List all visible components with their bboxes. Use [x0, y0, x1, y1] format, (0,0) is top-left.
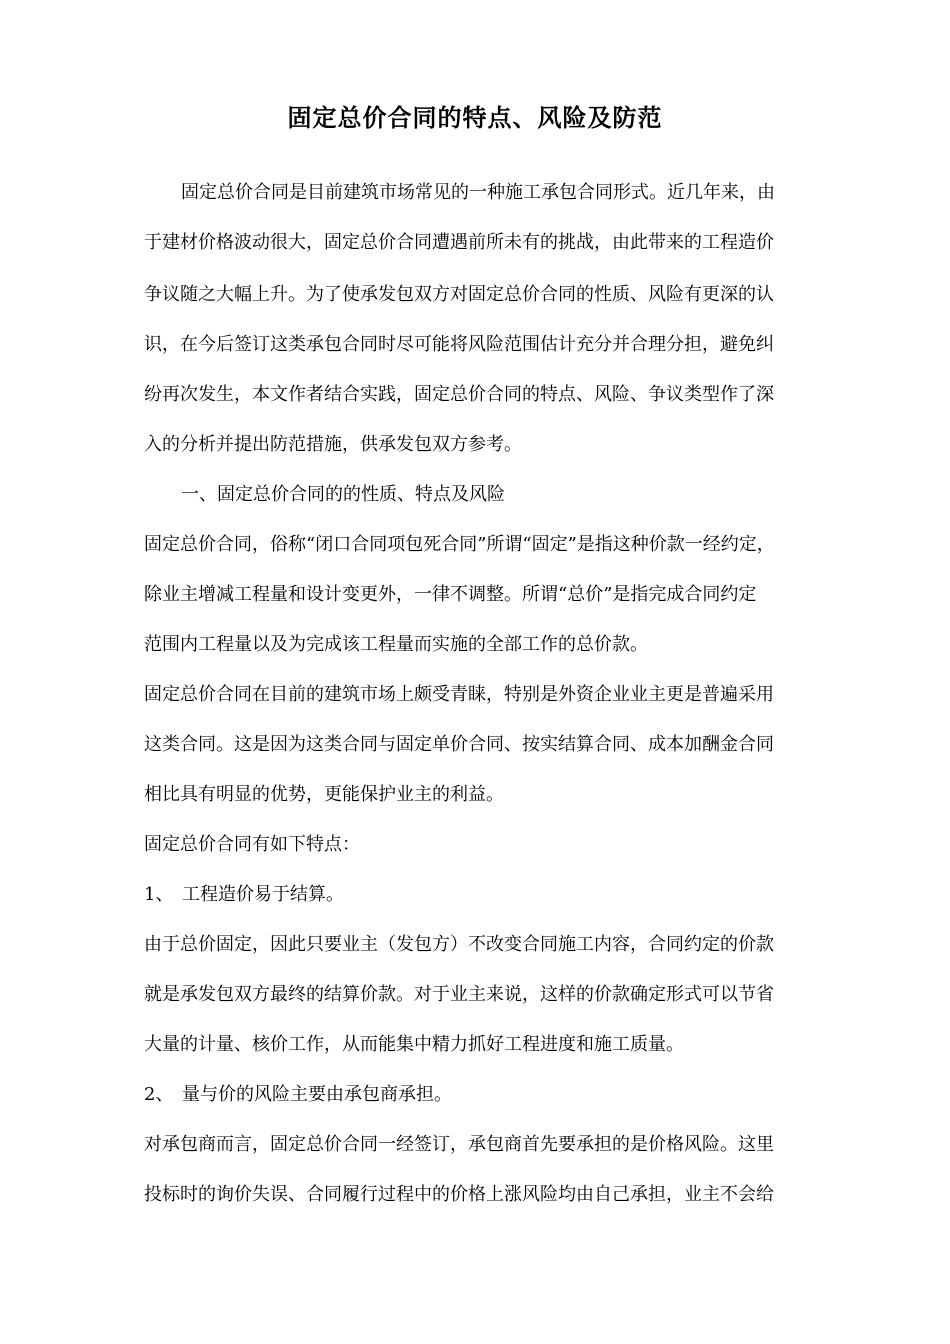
- list-item-1-text: 工程造价易于结算。: [182, 884, 344, 905]
- list-item-2-text: 量与价的风险主要由承包商承担。: [182, 1084, 452, 1105]
- intro-line-1: 固定总价合同是目前建筑市场常见的一种施工承包合同形式。近几年来，由: [181, 182, 775, 203]
- list-item-2: [144, 1080, 452, 1106]
- para1-line-1: 固定总价合同，俗称“闭口合同项包死合同”所谓“固定”是指这种价款一经约定，: [144, 534, 775, 555]
- list-item-1-number: 1、: [144, 884, 174, 905]
- para1-line-2: 除业主增减工程量和设计变更外，一律不调整。所谓“总价”是指完成合同约定: [144, 584, 757, 605]
- intro-line-6: 入的分析并提出防范措施，供承发包双方参考。: [144, 434, 522, 455]
- para2-line-1: 固定总价合同在目前的建筑市场上颇受青睐，特别是外资企业业主更是普遍采用: [144, 684, 774, 705]
- para4-line-3: 大量的计量、核价工作，从而能集中精力抓好工程进度和施工质量。: [144, 1034, 684, 1055]
- list-item-1: [144, 880, 344, 906]
- para2-line-3: 相比具有明显的优势，更能保护业主的利益。: [144, 784, 504, 805]
- intro-line-5: 纷再次发生，本文作者结合实践，固定总价合同的特点、风险、争议类型作了深: [144, 384, 774, 405]
- list-item-2-number: 2、: [144, 1084, 174, 1105]
- para5-line-2: 投标时的询价失误、合同履行过程中的价格上涨风险均由自己承担，业主不会给: [144, 1184, 774, 1205]
- document-title: 固定总价合同的特点、风险及防范: [287, 103, 663, 132]
- para5-line-1: 对承包商而言，固定总价合同一经签订，承包商首先要承担的是价格风险。这里: [144, 1134, 774, 1155]
- intro-line-3: 争议随之大幅上升。为了使承发包双方对固定总价合同的性质、风险有更深的认: [144, 284, 774, 305]
- para1-line-3: 范围内工程量以及为完成该工程量而实施的全部工作的总价款。: [144, 634, 648, 655]
- para2-line-2: 这类合同。这是因为这类合同与固定单价合同、按实结算合同、成本加酬金合同: [144, 734, 774, 755]
- intro-line-2: 于建材价格波动很大，固定总价合同遭遇前所未有的挑战，由此带来的工程造价: [144, 232, 774, 253]
- para4-line-1: 由于总价固定，因此只要业主（发包方）不改变合同施工内容，合同约定的价款: [144, 934, 774, 955]
- section-heading-1: 一、固定总价合同的的性质、特点及风险: [181, 484, 505, 505]
- para3-line: 固定总价合同有如下特点：: [144, 834, 360, 855]
- para4-line-2: 就是承发包双方最终的结算价款。对于业主来说，这样的价款确定形式可以节省: [144, 984, 774, 1005]
- intro-line-4: 识，在今后签订这类承包合同时尽可能将风险范围估计充分并合理分担，避免纠: [144, 334, 774, 355]
